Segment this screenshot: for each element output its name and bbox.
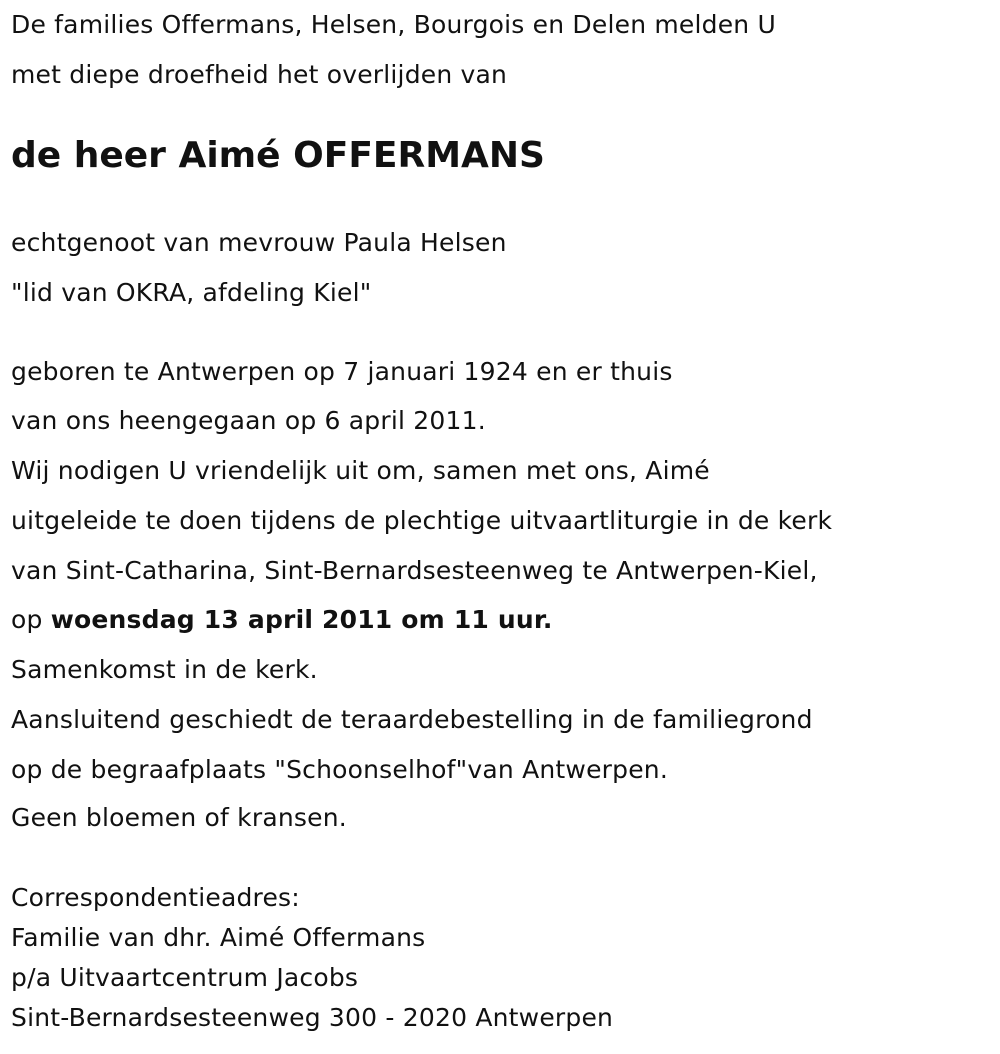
correspondence-line-1: Familie van dhr. Aimé Offermans — [11, 923, 426, 952]
correspondence-line-2: p/a Uitvaartcentrum Jacobs — [11, 963, 359, 992]
invite-line-1: Wij nodigen U vriendelijk uit om, samen met ons, Aimé — [11, 456, 710, 485]
funeral-date-line — [11, 605, 553, 635]
spouse-line: echtgenoot van mevrouw Paula Helsen — [11, 228, 507, 257]
born-line: geboren te Antwerpen op 7 januari 1924 en er thuis — [11, 357, 673, 386]
intro-line-1: De families Offermans, Helsen, Bourgois en Delen melden U — [11, 10, 777, 39]
burial-line-1: Aansluitend geschiedt de teraardebestelling in de familiegrond — [11, 705, 813, 734]
correspondence-heading: Correspondentieadres: — [11, 883, 300, 912]
membership-line: "lid van OKRA, afdeling Kiel" — [11, 278, 372, 307]
deceased-name: de heer Aimé OFFERMANS — [11, 135, 545, 176]
gathering-line: Samenkomst in de kerk. — [11, 655, 318, 684]
burial-line-2: op de begraafplaats "Schoonselhof"van Antwerpen. — [11, 755, 668, 784]
funeral-date-prefix: op — [11, 605, 51, 634]
invite-line-3: van Sint-Catharina, Sint-Bernardsesteenweg te Antwerpen-Kiel, — [11, 556, 818, 585]
intro-line-2: met diepe droefheid het overlijden van — [11, 60, 508, 89]
correspondence-line-3: Sint-Bernardsesteenweg 300 - 2020 Antwerpen — [11, 1003, 614, 1032]
invite-line-2: uitgeleide te doen tijdens de plechtige uitvaartliturgie in de kerk — [11, 506, 833, 535]
funeral-date: woensdag 13 april 2011 om 11 uur. — [50, 605, 553, 634]
flowers-line: Geen bloemen of kransen. — [11, 803, 347, 832]
died-line: van ons heengegaan op 6 april 2011. — [11, 406, 486, 435]
